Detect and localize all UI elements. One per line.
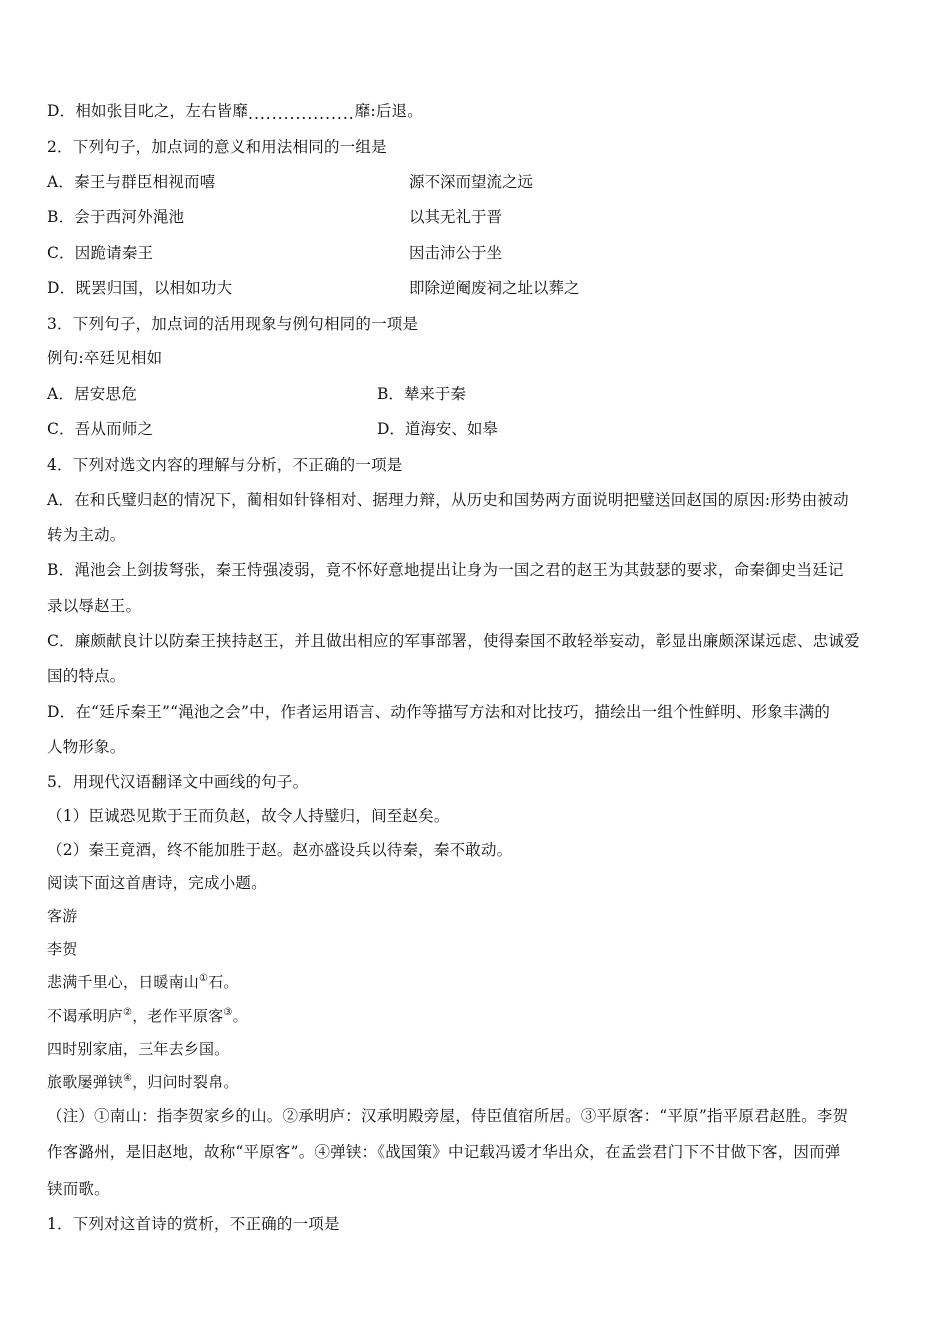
- q2-option-d-left: D．既罢归国，以相如功大: [47, 279, 233, 297]
- q4-option-d-line1: D．在“廷斥秦王”“渑池之会”中，作者运用语言、动作等描写方法和对比技巧，描绘出一组个性鲜明、形象丰满的: [47, 703, 831, 721]
- poem-line-3: 四时别家庙，三年去乡国。: [47, 1040, 230, 1058]
- footnote-marker: ④: [123, 1073, 133, 1084]
- q4-option-b-line2: 录以辱赵王。: [47, 597, 142, 615]
- q3-option-d: D．道海安、如皋: [377, 420, 498, 438]
- q2-option-a-left: A．秦王与群臣相视而嘻: [47, 173, 216, 191]
- poem-line-2: 不谒承明庐②，老作平原客③。: [47, 1007, 248, 1025]
- q5-stem: 5．用现代汉语翻译文中画线的句子。: [47, 773, 309, 791]
- emphasis-dots: ..................: [248, 105, 355, 123]
- q4-option-d-line2: 人物形象。: [47, 738, 126, 756]
- q4-stem: 4．下列对选文内容的理解与分析，不正确的一项是: [47, 456, 403, 474]
- q2-option-c-left: C．因跪请秦王: [47, 244, 154, 262]
- q1-option-d: D．相如张目叱之，左右皆靡..................靡:后退。: [47, 102, 423, 123]
- footnote-marker: ③: [223, 1007, 233, 1018]
- q2-option-b-right: 以其无礼于晋: [409, 208, 503, 226]
- footnote-marker: ②: [123, 1007, 133, 1018]
- q4-option-a-line2: 转为主动。: [47, 526, 126, 544]
- q4-option-c-line2: 国的特点。: [47, 667, 126, 685]
- q3-stem: 3．下列句子，加点词的活用现象与例句相同的一项是: [47, 315, 419, 333]
- poem-note-line1: （注）①南山：指李贺家乡的山。②承明庐：汉承明殿旁屋，侍臣值宿所居。③平原客：“平原”指平原君赵胜。李贺: [47, 1107, 849, 1125]
- q2-option-c-right: 因击沛公于坐: [409, 244, 503, 262]
- footnote-marker: ①: [199, 973, 209, 984]
- q3-option-c: C．吾从而师之: [47, 420, 154, 438]
- q2-option-b-left: B．会于西河外渑池: [47, 208, 185, 226]
- poem-title: 客游: [47, 907, 78, 925]
- poem-note-line3: 铗而歌。: [47, 1180, 110, 1198]
- poem-line-4: 旅歌屡弹铗④，归问时裂帛。: [47, 1073, 239, 1091]
- q2-option-a-right: 源不深而望流之远: [409, 173, 534, 191]
- q3-option-a: A．居安思危: [47, 385, 137, 403]
- q2-option-d-right: 即除逆阉废祠之址以葬之: [409, 279, 580, 297]
- poem-intro: 阅读下面这首唐诗，完成小题。: [47, 874, 267, 892]
- poem-author: 李贺: [47, 940, 78, 958]
- q3-example: 例句:卒廷见相如: [47, 349, 163, 367]
- q3-option-b: B．辇来于秦: [377, 385, 466, 403]
- q5-sentence-2: （2）秦王竟酒，终不能加胜于赵。赵亦盛设兵以待秦，秦不敢动。: [47, 841, 513, 859]
- q4-option-a-line1: A．在和氏璧归赵的情况下，蔺相如针锋相对、据理力辩，从历史和国势两方面说明把璧送回赵国的原因:形势由被动: [47, 491, 849, 509]
- q4-option-b-line1: B．渑池会上剑拔弩张，秦王恃强凌弱，竟不怀好意地提出让身为一国之君的赵王为其鼓瑟的要求，命秦御史当廷记: [47, 561, 844, 579]
- q5-sentence-1: （1）臣诚恐见欺于王而负赵，故令人持璧归，间至赵矣。: [47, 807, 450, 825]
- q2-stem: 2．下列句子，加点词的意义和用法相同的一组是: [47, 138, 387, 156]
- poem-line-1: 悲满千里心，日暖南山①石。: [47, 973, 239, 991]
- question-1-stem: 1．下列对这首诗的赏析，不正确的一项是: [47, 1215, 340, 1233]
- q4-option-c-line1: C．廉颇献良计以防秦王挟持赵王，并且做出相应的军事部署，使得秦国不敢轻举妄动，彰显出廉颇深谋远虑、忠诚爱: [47, 632, 860, 650]
- poem-note-line2: 作客潞州，是旧赵地，故称“平原客”。④弹铗：《战国策》中记载冯谖才华出众，在孟尝君门下不甘做下客，因而弹: [47, 1143, 841, 1161]
